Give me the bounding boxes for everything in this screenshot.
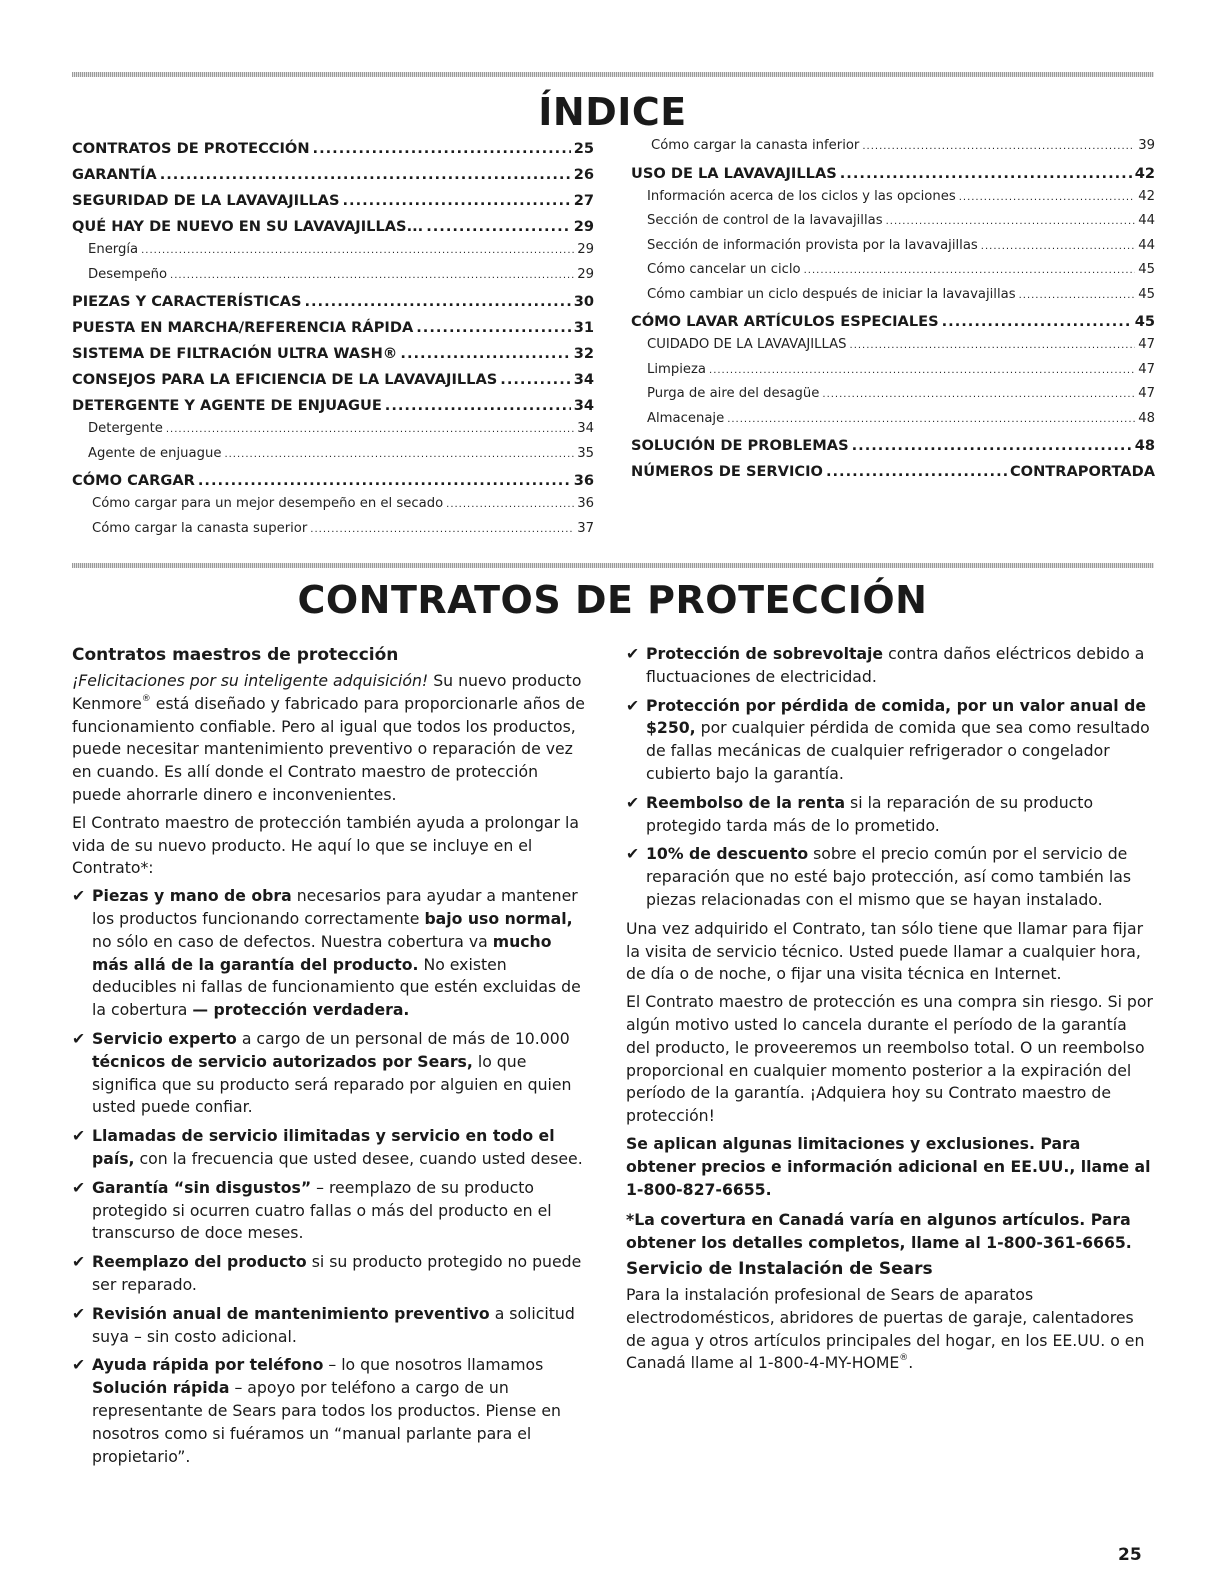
- toc-entry-page: 29: [577, 266, 594, 282]
- benefit-item: [72, 885, 592, 1022]
- contracts-title: CONTRATOS DE PROTECCIÓN: [297, 578, 928, 622]
- toc-entry-page: 35: [577, 445, 594, 461]
- toc-entry: [72, 395, 594, 421]
- toc-entry: [72, 369, 594, 395]
- benefit-text: no sólo en caso de defectos. Nuestra cobertura va: [92, 931, 493, 951]
- benefit-text: – apoyo por teléfono a cargo de un representante de Sears para todos los productos. Piense en nosotros como si fuéramos un “manual parlante para el propietario”.: [92, 1378, 561, 1466]
- toc-entry-label: CÓMO LAVAR ARTÍCULOS ESPECIALES: [631, 313, 939, 330]
- toc-leader-dots: [426, 218, 570, 235]
- benefit-title: Revisión anual de mantenimiento preventivo: [92, 1303, 490, 1323]
- contracts-right-column: [626, 643, 1154, 1380]
- toc-leader-dots: [170, 270, 574, 281]
- toc-entry: [631, 461, 1155, 487]
- toc-entry-page: 26: [573, 166, 594, 183]
- benefit-text: – reemplazo de su producto protegido si ocurren cuatro fallas o más del producto en el transcurso de doce meses.: [92, 1177, 552, 1243]
- benefit-title: Ayuda rápida por teléfono: [92, 1355, 324, 1375]
- check-icon: ✔: [72, 1177, 86, 1197]
- benefit-title: Piezas y mano de obra: [92, 886, 292, 906]
- toc-leader-dots: [160, 166, 571, 183]
- toc-entry: [631, 262, 1155, 287]
- toc-entry-label: Cómo cargar la canasta inferior: [651, 138, 860, 153]
- toc-leader-dots: [942, 313, 1132, 330]
- toc-entry-page: 47: [1138, 337, 1155, 352]
- toc-leader-dots: [886, 216, 1136, 227]
- benefit-text: No existen deducibles ni fallas de funcionamiento que estén excluidas de la cobertura: [92, 954, 581, 1020]
- benefit-text: por cualquier pérdida de comida que sea como resultado de fallas mecánicas de cualquier refrigerador o congelador cubierto bajo la garantía.: [646, 718, 1150, 783]
- intro-text-b: está diseñado y fabricado para proporcionarle años de funcionamiento confiable. Pero al igual que todos los productos, puede necesitar mantenimiento preventivo o reparación de vez en cuando. Es allí donde el Contrato maestro de protección puede ahorrarle dinero e inconvenientes.: [72, 693, 585, 804]
- toc-entry-page: 30: [573, 293, 594, 310]
- check-icon: ✔: [626, 644, 640, 663]
- toc-right-column: [631, 138, 1155, 487]
- toc-leader-dots: [224, 449, 574, 460]
- check-icon: ✔: [72, 1126, 86, 1146]
- toc-entry-page: 34: [577, 421, 594, 436]
- benefit-text: lo que significa que su producto será reparado por alguien en quien usted puede confiar.: [92, 1051, 572, 1117]
- toc-entry-page: 29: [577, 242, 594, 257]
- toc-entry-label: PUESTA EN MARCHA/REFERENCIA RÁPIDA: [72, 319, 414, 336]
- check-icon: ✔: [72, 1303, 86, 1323]
- toc-entry-page: 36: [577, 496, 594, 511]
- benefit-text: necesarios para ayudar a mantener los productos funcionando correctamente: [92, 886, 578, 928]
- benefit-title: Protección de sobrevoltaje: [646, 644, 884, 663]
- toc-entry-page: 45: [1138, 286, 1155, 302]
- toc-entry-page: 48: [1134, 437, 1155, 454]
- toc-entry-label: NÚMEROS DE SERVICIO: [631, 463, 823, 480]
- toc-entry-page: 34: [573, 371, 594, 388]
- toc-entry-page: 47: [1138, 361, 1155, 377]
- toc-leader-dots: [1019, 290, 1136, 301]
- toc-entry-page: 45: [1138, 262, 1155, 277]
- toc-entry: [631, 138, 1155, 163]
- intro-text-a: Su nuevo producto Kenmore: [72, 671, 582, 713]
- toc-entry-page: 45: [1134, 313, 1155, 330]
- benefit-title: Reemplazo del producto: [92, 1252, 307, 1272]
- toc-entry: [72, 190, 594, 216]
- benefit-item: [626, 843, 1154, 911]
- toc-entry-page: 34: [573, 397, 594, 414]
- benefit-text: sobre el precio común por el servicio de reparación que no esté bajo protección, así como también las piezas relacionadas con el mismo que se hayan instalado.: [646, 844, 1131, 909]
- toc-entry-label: Desempeño: [88, 266, 168, 282]
- toc-entry-label: CUIDADO DE LA LAVAVAJILLAS: [647, 337, 847, 352]
- benefit-item: [626, 643, 1154, 689]
- benefit-emphasis: mucho más allá de la garantía del producto.: [92, 931, 552, 974]
- toc-entry: [631, 337, 1155, 362]
- toc-leader-dots: [804, 265, 1136, 276]
- toc-leader-dots: [198, 472, 571, 489]
- toc-entry-label: Detergente: [88, 421, 163, 436]
- toc-entry-label: Energía: [88, 242, 139, 257]
- toc-entry-page: 25: [573, 140, 594, 157]
- benefit-item: [626, 792, 1154, 838]
- toc-entry-page: 29: [573, 218, 594, 235]
- benefit-item: [72, 1303, 592, 1349]
- toc-entry-page: 27: [573, 192, 594, 209]
- toc-entry: [631, 213, 1155, 238]
- toc-entry-page: 42: [1138, 188, 1155, 204]
- benefit-title: Protección por pérdida de comida, por un valor anual de $250,: [646, 695, 1146, 738]
- toc-leader-dots: [850, 340, 1136, 351]
- toc-entry: [72, 317, 594, 343]
- toc-leader-dots: [313, 140, 571, 157]
- risk-paragraph: El Contrato maestro de protección es una compra sin riesgo. Si por algún motivo usted lo cancela durante el período de la garantía del producto, le proveeremos un reembolso total. O un reembolso proporcional en cualquier momento posterior a la expiración del período de la garantía. ¡Adquiera hoy su Contrato maestro de protección!: [626, 992, 1153, 1126]
- limitations-paragraph: Se aplican algunas limitaciones y exclusiones. Para obtener precios e información adicional en EE.UU., llame al 1-800-827-6655.: [626, 1133, 1151, 1199]
- toc-entry-label: USO DE LA LAVAVAJILLAS: [631, 164, 837, 182]
- toc-leader-dots: [500, 371, 570, 388]
- toc-entry-label: Sección de información provista por la lavavajillas: [647, 237, 978, 253]
- benefit-emphasis: bajo uso normal,: [424, 908, 573, 928]
- toc-entry-page: 47: [1138, 386, 1155, 401]
- benefit-item: [72, 1177, 592, 1245]
- toc-entry-label: QUÉ HAY DE NUEVO EN SU LAVAVAJILLAS...: [72, 218, 424, 235]
- middle-divider: [72, 563, 1154, 568]
- toc-entry-label: Limpieza: [647, 361, 707, 377]
- toc-entry: [72, 496, 594, 521]
- toc-entry-label: GARANTÍA: [72, 166, 157, 183]
- benefit-text: si la reparación de su producto protegido tarda más de lo prometido.: [646, 792, 1094, 835]
- toc-leader-dots: [385, 397, 571, 414]
- check-icon: ✔: [72, 1355, 86, 1375]
- registered-mark: ®: [141, 693, 151, 704]
- toc-leader-dots: [981, 241, 1135, 252]
- benefit-item: [72, 1354, 592, 1468]
- toc-leader-dots: [416, 319, 570, 336]
- toc-entry-page: 42: [1134, 164, 1155, 182]
- benefit-emphasis: — protección verdadera.: [192, 1000, 410, 1020]
- toc-entry: [72, 521, 594, 546]
- master-contracts-heading: Contratos maestros de protección: [72, 645, 399, 665]
- toc-entry: [72, 138, 594, 164]
- benefit-title: Llamadas de servicio ilimitadas y servicio en todo el país,: [92, 1126, 555, 1168]
- installation-text-end: .: [908, 1353, 914, 1373]
- toc-leader-dots: [166, 424, 574, 435]
- toc-entry-page: 39: [1138, 138, 1155, 153]
- toc-leader-dots: [304, 293, 570, 310]
- toc-entry: [72, 216, 594, 242]
- toc-entry-label: Cómo cargar la canasta superior: [92, 520, 308, 536]
- toc-entry-label: Cómo cargar para un mejor desempeño en el secado: [92, 496, 444, 511]
- toc-entry: [631, 386, 1155, 411]
- toc-leader-dots: [826, 463, 1007, 480]
- toc-entry-page: 32: [573, 345, 594, 362]
- toc-entry: [631, 238, 1155, 263]
- toc-entry: [72, 267, 594, 292]
- toc-entry-page: 37: [577, 520, 594, 536]
- toc-leader-dots: [446, 499, 574, 510]
- toc-entry-label: SOLUCIÓN DE PROBLEMAS: [631, 437, 849, 454]
- toc-leader-dots: [840, 165, 1132, 182]
- intro-paragraph: [72, 670, 592, 807]
- toc-left-column: [72, 138, 594, 545]
- intro-italic: ¡Felicitaciones por su inteligente adquisición!: [72, 671, 429, 690]
- toc-entry: [72, 291, 594, 317]
- toc-leader-dots: [400, 345, 570, 362]
- toc-entry-page: 36: [573, 472, 594, 489]
- toc-entry: [631, 163, 1155, 189]
- toc-entry-label: Purga de aire del desagüe: [647, 386, 820, 401]
- intro-paragraph-2: El Contrato maestro de protección también ayuda a prolongar la vida de su nuevo producto. He aquí lo que se incluye en el Contrato*:: [72, 812, 579, 878]
- benefit-text: – lo que nosotros llamamos: [323, 1355, 544, 1375]
- toc-leader-dots: [709, 365, 1135, 376]
- benefit-text: a solicitud suya – sin costo adicional.: [92, 1303, 575, 1346]
- toc-entry-label: DETERGENTE Y AGENTE DE ENJUAGUE: [72, 397, 382, 414]
- benefit-text: con la frecuencia que usted desee, cuando usted desee.: [134, 1148, 583, 1168]
- toc-entry: [631, 435, 1155, 461]
- benefit-item: [72, 1125, 592, 1171]
- toc-leader-dots: [727, 414, 1135, 425]
- toc-leader-dots: [343, 192, 571, 209]
- toc-leader-dots: [822, 389, 1135, 400]
- benefit-item: [72, 1028, 592, 1119]
- call-paragraph: Una vez adquirido el Contrato, tan sólo tiene que llamar para fijar la visita de servicio técnico. Usted puede llamar a cualquier hora, de día o de noche, o fijar una visita técnica en Internet.: [626, 918, 1144, 984]
- installation-paragraph: [626, 1284, 1154, 1375]
- contracts-left-column: [72, 643, 592, 1474]
- toc-leader-dots: [862, 141, 1135, 152]
- check-icon: ✔: [72, 1028, 86, 1048]
- toc-entry: [631, 189, 1155, 214]
- toc-leader-dots: [959, 192, 1136, 203]
- toc-entry-page: 44: [1138, 213, 1155, 228]
- toc-leader-dots: [141, 245, 574, 256]
- toc-entry-label: PIEZAS Y CARACTERÍSTICAS: [72, 293, 302, 310]
- benefit-title: Garantía “sin disgustos”: [92, 1177, 312, 1197]
- benefit-emphasis: Solución rápida: [92, 1378, 230, 1398]
- toc-entry-label: Cómo cambiar un ciclo después de iniciar la lavavajillas: [647, 286, 1016, 302]
- top-divider: [72, 72, 1154, 77]
- benefit-title: 10% de descuento: [646, 844, 809, 864]
- check-icon: ✔: [72, 1252, 86, 1272]
- benefit-item: [72, 1251, 592, 1297]
- toc-entry: [631, 311, 1155, 337]
- toc-entry-page: 48: [1138, 410, 1155, 426]
- toc-entry-label: Almacenaje: [647, 410, 725, 426]
- benefit-text: a cargo de un personal de más de 10.000: [236, 1028, 570, 1048]
- toc-entry-label: CÓMO CARGAR: [72, 472, 195, 489]
- toc-entry-page: 44: [1138, 237, 1155, 253]
- page-number: 25: [1118, 1545, 1142, 1565]
- toc-entry-label: Cómo cancelar un ciclo: [647, 262, 801, 277]
- check-icon: ✔: [72, 886, 86, 906]
- benefit-title: Reembolso de la renta: [646, 792, 846, 812]
- toc-entry-label: CONSEJOS PARA LA EFICIENCIA DE LA LAVAVAJILLAS: [72, 371, 498, 388]
- canada-paragraph: *La covertura en Canadá varía en algunos artículos. Para obtener los detalles completos, llame al 1-800-361-6665.: [626, 1210, 1132, 1253]
- toc-entry-label: Agente de enjuague: [88, 445, 222, 461]
- toc-entry: [72, 446, 594, 471]
- registered-mark: ®: [899, 1353, 909, 1364]
- benefit-emphasis: técnicos de servicio autorizados por Sears,: [92, 1051, 473, 1071]
- toc-entry: [72, 164, 594, 190]
- check-icon: ✔: [626, 695, 640, 715]
- benefit-text: si su producto protegido no puede ser reparado.: [92, 1252, 582, 1294]
- toc-entry-label: Sección de control de la lavavajillas: [647, 213, 883, 228]
- installation-heading: Servicio de Instalación de Sears: [626, 1258, 933, 1279]
- toc-entry-label: SISTEMA DE FILTRACIÓN ULTRA WASH®: [72, 345, 398, 362]
- index-title: ÍNDICE: [538, 90, 687, 134]
- toc-entry: [631, 362, 1155, 387]
- toc-entry: [72, 343, 594, 369]
- benefit-title: Servicio experto: [92, 1028, 237, 1048]
- toc-entry-label: Información acerca de los ciclos y las opciones: [647, 188, 956, 204]
- benefit-text: contra daños eléctricos debido a fluctuaciones de electricidad.: [646, 644, 1145, 686]
- benefit-item: [626, 695, 1154, 786]
- installation-text: Para la instalación profesional de Sears de aparatos electrodomésticos, abridores de puertas de garaje, calentadores de agua y otros artículos principales del hogar, en los EE.UU. o en Canadá llame al 1-800-4-MY-HOME: [626, 1284, 1145, 1373]
- toc-entry-label: SEGURIDAD DE LA LAVAVAJILLAS: [72, 192, 340, 209]
- check-icon: ✔: [626, 844, 640, 864]
- check-icon: ✔: [626, 792, 640, 812]
- toc-leader-dots: [852, 437, 1132, 454]
- toc-leader-dots: [310, 524, 574, 535]
- toc-entry: [631, 411, 1155, 436]
- toc-entry: [72, 470, 594, 496]
- toc-entry-page: 31: [573, 319, 594, 336]
- toc-entry: [72, 421, 594, 446]
- toc-entry-page: CONTRAPORTADA: [1009, 463, 1155, 480]
- toc-entry: [72, 242, 594, 267]
- toc-entry: [631, 287, 1155, 312]
- toc-entry-label: CONTRATOS DE PROTECCIÓN: [72, 140, 310, 157]
